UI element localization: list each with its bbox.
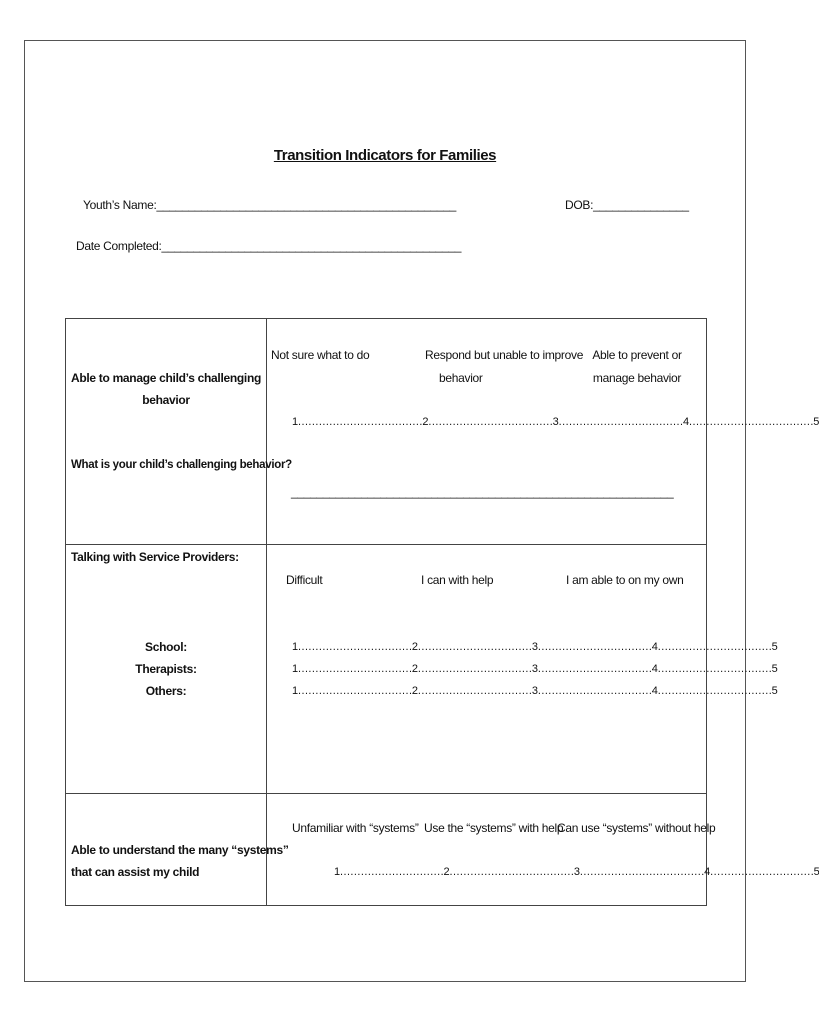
document-page xyxy=(24,40,819,982)
page-title: Transition Indicators for Families xyxy=(273,147,497,164)
row1-anchor-high-line2: manage behavior xyxy=(592,371,682,385)
row3-anchor-mid: Use the “systems” with help xyxy=(424,821,564,835)
youth-name-field[interactable]: Youth’s Name:_______________________________________________ xyxy=(83,198,457,212)
row2-item-scale[interactable]: 1……………………………2……………………………3……………………………4……………………………5 xyxy=(292,685,778,697)
row-divider xyxy=(66,793,706,794)
date-completed-field[interactable]: Date Completed:_______________________________________________ xyxy=(76,239,462,253)
dob-field[interactable]: DOB:_______________ xyxy=(565,198,689,212)
row1-rating-scale[interactable]: 1………………………………2………………………………3………………………………4………………………………5 xyxy=(292,416,819,428)
row1-anchor-mid-line2: behavior xyxy=(439,371,483,385)
row2-item-scale[interactable]: 1……………………………2……………………………3……………………………4……………………………5 xyxy=(292,641,778,653)
row2-anchor-mid: I can with help xyxy=(421,573,494,587)
row2-label: Talking with Service Providers: xyxy=(71,550,239,564)
row3-label-line1: Able to understand the many “systems” xyxy=(71,843,289,857)
row1-answer-line[interactable]: ____________________________________________________________ xyxy=(291,485,674,499)
row2-item-label: School: xyxy=(145,640,187,654)
row3-rating-scale[interactable]: 1…………………………2………………………………3………………………………4…………………………5 xyxy=(334,866,819,878)
row1-label-line2: behavior xyxy=(142,393,190,407)
row1-anchor-high-line1: Able to prevent or xyxy=(592,348,682,362)
row2-item-scale[interactable]: 1……………………………2……………………………3……………………………4……………………………5 xyxy=(292,663,778,675)
indicators-table xyxy=(65,318,819,906)
row1-anchor-mid-line1: Respond but unable to improve xyxy=(425,348,584,362)
row1-anchor-low: Not sure what to do xyxy=(271,348,370,362)
row2-item-label: Others: xyxy=(145,684,187,698)
row3-anchor-high: Can use “systems” without help xyxy=(557,821,716,835)
column-divider xyxy=(266,319,267,905)
row2-item-label: Therapists: xyxy=(135,662,197,676)
row2-anchor-low: Difficult xyxy=(286,573,323,587)
row1-question: What is your child’s challenging behavior? xyxy=(71,459,292,471)
row1-label-line1: Able to manage child’s challenging xyxy=(70,371,262,385)
row3-label-line2: that can assist my child xyxy=(71,865,200,879)
row3-anchor-low: Unfamiliar with “systems” xyxy=(292,821,419,835)
row2-anchor-high: I am able to on my own xyxy=(566,573,684,587)
row-divider xyxy=(66,544,706,545)
